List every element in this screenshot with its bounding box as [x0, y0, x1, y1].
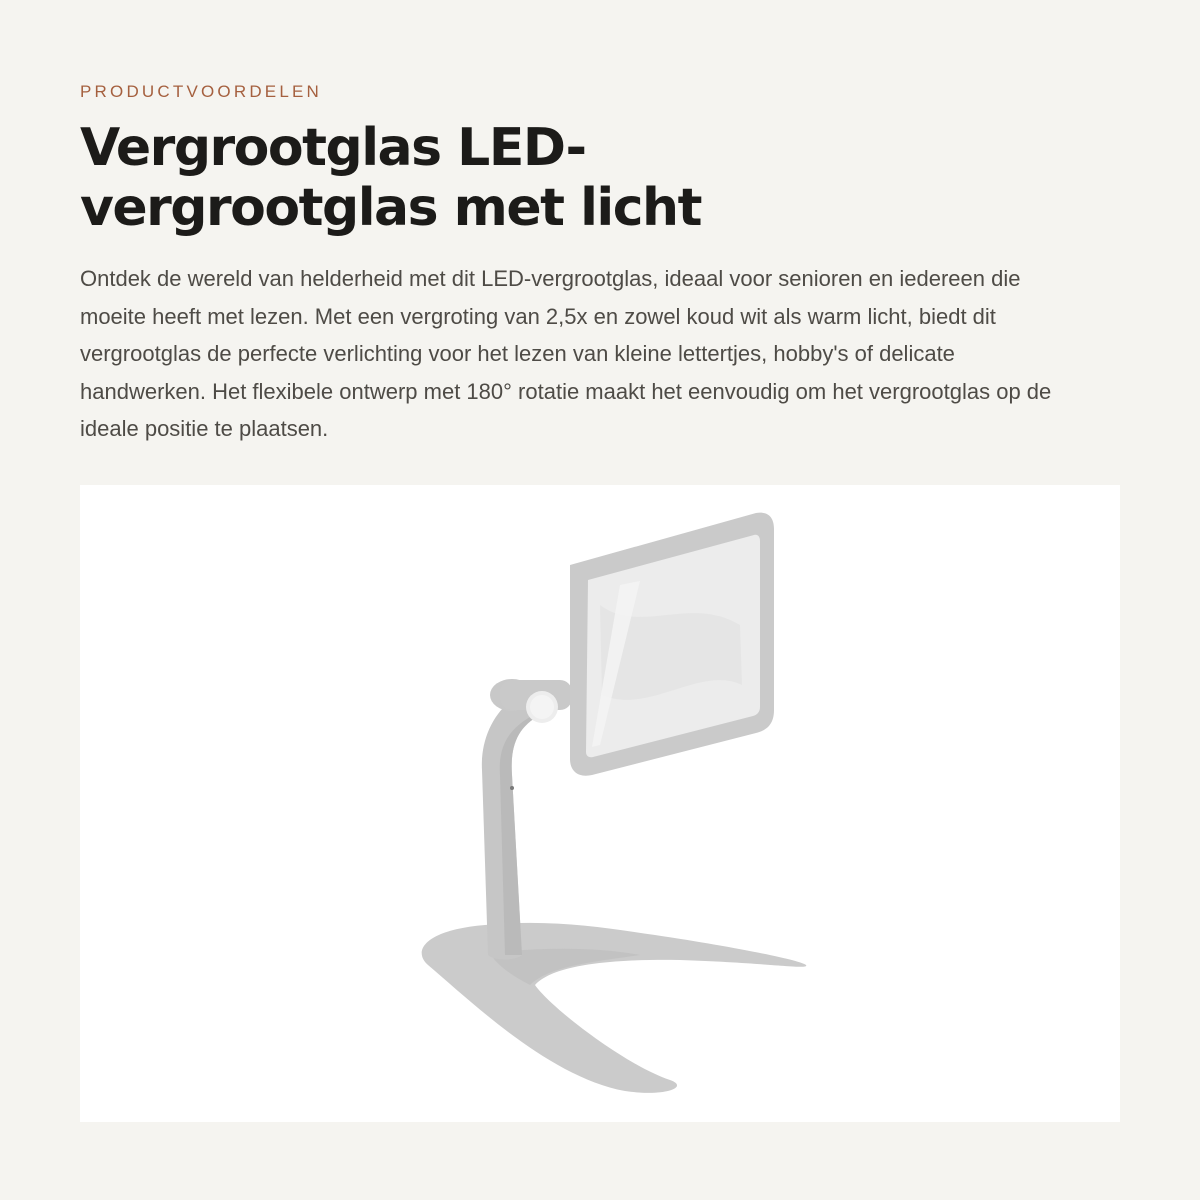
magnifier-illustration: [80, 485, 1120, 1122]
product-benefits-section: [80, 0, 1120, 1200]
section-title: Vergrootglas LED-vergrootglas met licht: [80, 118, 701, 238]
section-description: Ontdek de wereld van helderheid met dit LED-vergrootglas, ideaal voor senioren en iedereen die moeite heeft met lezen. Met een vergroting van 2,5x en zowel koud wit als warm licht, biedt dit vergrootglas de perfecte verlichting voor het lezen van kleine lettertjes, hobby's of delicate handwerken. Het flexibele ontwerp met 180° rotatie maakt het eenvoudig om het vergrootglas op de ideale positie te plaatsen.: [80, 266, 1052, 442]
product-image: [80, 485, 1120, 1122]
section-eyebrow: PRODUCTVOORDELEN: [80, 82, 323, 101]
stand-base: [422, 923, 807, 1093]
